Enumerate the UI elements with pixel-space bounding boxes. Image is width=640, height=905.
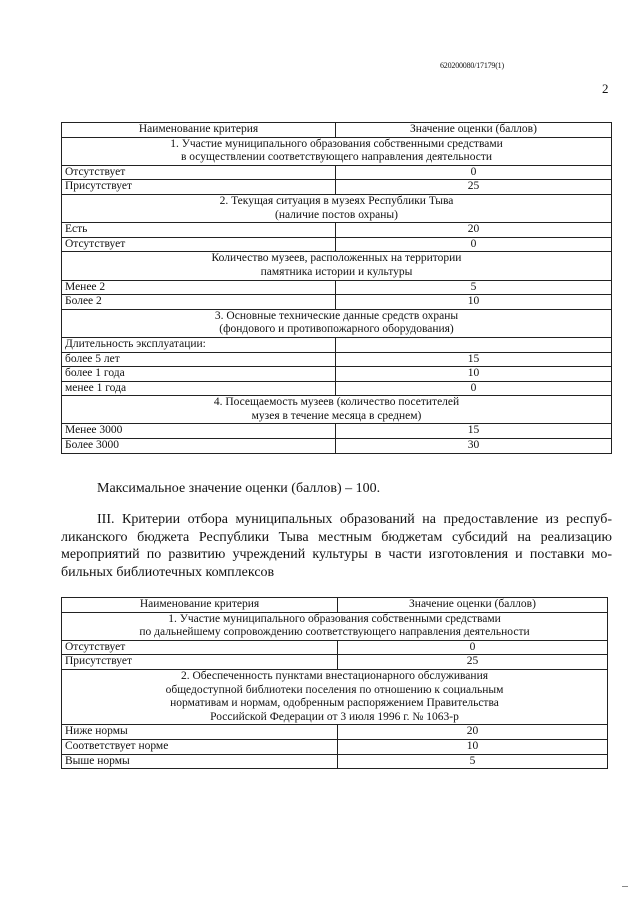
max-score-text: Максимальное значение оценки (баллов) – 100.	[97, 481, 381, 496]
page-number: 2	[602, 81, 609, 96]
criterion-cell: Отсутствует	[62, 640, 338, 655]
section-title-line: нормативам и нормам, одобренным распоряжением Правительства	[170, 697, 499, 710]
score-cell: 25	[336, 180, 612, 195]
section-title-line: в осуществлении соответствующего направления деятельности	[180, 151, 493, 164]
criterion-cell: Присутствует	[62, 655, 338, 670]
criterion-cell: менее 1 года	[62, 381, 336, 396]
section-row	[62, 396, 612, 424]
section-title-line: памятника истории и культуры	[260, 265, 413, 278]
table-row	[62, 165, 612, 180]
criterion-cell: Менее 3000	[62, 424, 336, 439]
column-header-score: Значение оценки (баллов)	[338, 598, 608, 613]
criterion-cell: Более 3000	[62, 439, 336, 454]
criterion-cell: более 1 года	[62, 367, 336, 382]
table-row	[62, 295, 612, 310]
section-row	[62, 309, 612, 337]
section-title	[62, 396, 612, 424]
section-title-line: 1. Участие муниципального образования собственными средствами	[168, 612, 501, 625]
table-row	[62, 280, 612, 295]
criterion-cell: Ниже нормы	[62, 725, 338, 740]
table-row	[62, 352, 612, 367]
criterion-cell: Присутствует	[62, 180, 336, 195]
table-row	[62, 367, 612, 382]
section-row	[62, 252, 612, 280]
score-cell: 0	[336, 237, 612, 252]
column-header-criterion: Наименование критерия	[62, 598, 338, 613]
criterion-cell: Выше нормы	[62, 754, 338, 769]
score-cell: 0	[336, 381, 612, 396]
score-cell: 20	[336, 223, 612, 238]
column-header-score: Значение оценки (баллов)	[336, 123, 612, 138]
table-row	[62, 424, 612, 439]
section-title	[62, 194, 612, 222]
score-cell: 20	[338, 725, 608, 740]
criteria-table-museums	[61, 122, 612, 454]
table-row	[62, 739, 608, 754]
section-title	[62, 309, 612, 337]
score-cell: 10	[336, 295, 612, 310]
table-row	[62, 180, 612, 195]
column-header-criterion: Наименование критерия	[62, 123, 336, 138]
section-title-line: музея в течение месяца в среднем)	[251, 409, 422, 422]
score-cell: 15	[336, 352, 612, 367]
criterion-cell: Отсутствует	[62, 237, 336, 252]
section-title	[62, 252, 612, 280]
criteria-table-libraries	[61, 597, 608, 769]
score-cell: 5	[338, 754, 608, 769]
section-title	[62, 669, 608, 724]
section-title-line: 4. Посещаемость музеев (количество посетителей	[213, 396, 460, 409]
criterion-cell: Менее 2	[62, 280, 336, 295]
section-title-line: (фондового и противопожарного оборудования)	[219, 323, 454, 336]
table-row	[62, 439, 612, 454]
section-title-line: 1. Участие муниципального образования собственными средствами	[170, 137, 503, 150]
table-row	[62, 640, 608, 655]
table-row	[62, 725, 608, 740]
section-title-line: Количество музеев, расположенных на территории	[211, 252, 462, 265]
score-cell: 5	[336, 280, 612, 295]
criterion-cell: более 5 лет	[62, 352, 336, 367]
section-row	[62, 612, 608, 640]
criterion-cell: Соответствует норме	[62, 739, 338, 754]
criterion-cell: Длительность эксплуатации:	[62, 337, 336, 352]
section-heading-paragraph: III. Критерии отбора муниципальных образований на предоставление из респуб-ликанского бюджета Республики Тыва местным бюджетам субсидий на реализацию мероприятий по развитию учреждений культуры в части изготовления и поставки мо-бильных библиотечных комплексов	[61, 512, 612, 580]
criterion-cell: Отсутствует	[62, 165, 336, 180]
table-header-row	[62, 123, 612, 138]
table-row	[62, 337, 612, 352]
score-cell: 25	[338, 655, 608, 670]
score-cell: 0	[336, 165, 612, 180]
table-row	[62, 237, 612, 252]
section-title-line: по дальнейшему сопровождению соответствующего направления деятельности	[139, 626, 530, 639]
section-title	[62, 137, 612, 165]
section-title-line: 2. Обеспеченность пунктами внестационарного обслуживания	[180, 669, 489, 682]
section-title-line: общедоступной библиотеки поселения по отношению к социальным	[165, 683, 504, 696]
section-row	[62, 137, 612, 165]
score-cell: 10	[338, 739, 608, 754]
table-header-row	[62, 598, 608, 613]
criterion-cell: Есть	[62, 223, 336, 238]
score-cell	[336, 337, 612, 352]
section-title-line: Российской Федерации от 3 июля 1996 г. № 1063-р	[210, 710, 459, 723]
section-title	[62, 612, 608, 640]
score-cell: 30	[336, 439, 612, 454]
table-row	[62, 381, 612, 396]
score-cell: 10	[336, 367, 612, 382]
section-row	[62, 194, 612, 222]
scan-mark	[622, 886, 628, 887]
table-row	[62, 754, 608, 769]
score-cell: 15	[336, 424, 612, 439]
criterion-cell: Более 2	[62, 295, 336, 310]
section-title-line: (наличие постов охраны)	[274, 208, 398, 221]
table-row	[62, 655, 608, 670]
section-title-line: 3. Основные технические данные средств охраны	[214, 309, 459, 322]
section-title-line: 2. Текущая ситуация в музеях Республики Тыва	[219, 194, 454, 207]
table-row	[62, 223, 612, 238]
score-cell: 0	[338, 640, 608, 655]
section-row	[62, 669, 608, 724]
document-id: 620200080/17179(1)	[440, 61, 504, 70]
